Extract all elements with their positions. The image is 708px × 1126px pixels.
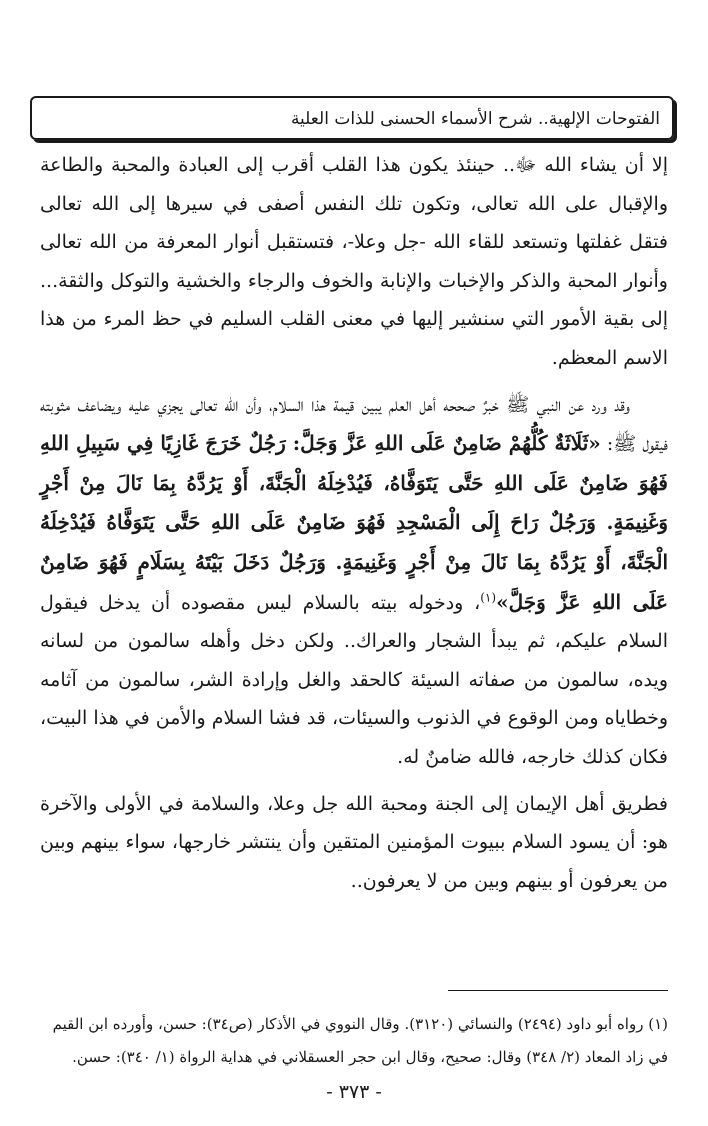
running-header xyxy=(30,96,674,140)
paragraph-3: فطريق أهل الإيمان إلى الجنة ومحبة الله جل وعلا، والسلامة في الأولى والآخرة هو: أن يسود السلام ببيوت المؤمنين المتقين وأن ينتشر خارجها، سواء بينهم وبين من يعرفون أو بينهم وبين من لا يعرفون.. xyxy=(40,792,668,892)
main-text xyxy=(40,146,668,900)
footnotes xyxy=(40,1008,668,1074)
paragraph-2-tail: ، ودخوله بيته بالسلام ليس مقصوده أن يدخل فيقول السلام عليكم، ثم يبدأ الشجار والعراك.. ولكن دخل وأهله سالمون من لسانه ويده، سالمون من صفاته السيئة كالحقد والغل وإرادة الشر، سالمون من آثامه وخطاياه ومن الوقوع في الذنوب والسيئات، قد فشا السلام والأمن في هذا البيت، فكان كذلك خارجه، فالله ضامنٌ له. xyxy=(40,591,668,768)
footnote-1-line-2: في زاد المعاد (٢/ ٣٤٨) وقال: صحيح، وقال ابن حجر العسقلاني في هداية الرواة (١/ ٣٤٠): حسن. xyxy=(72,1048,668,1066)
paragraph-2 xyxy=(40,386,668,777)
running-header-title: الفتوحات الإلهية.. شرح الأسماء الحسنى للذات العلية xyxy=(290,109,660,129)
paragraph-2-intro: وقد ورد عن النبي ﷺ خبرٌ صححه أهل العلم يبين قيمة هذا السلام، وأن الله تعالى يجزي عليه ويضاعف مثوبته فيقول ﷺ: xyxy=(40,393,668,456)
hadith-quote: «ثَلَاثَةٌ كُلُّهُمْ ضَامِنٌ عَلَى اللهِ عَزَّ وَجَلَّ: رَجُلٌ خَرَجَ غَازِيًا فِي سَبِيلِ اللهِ فَهُوَ ضَامِنٌ عَلَى اللهِ حَتَّى يَتَوَفَّاهُ، فَيُدْخِلَهُ الْجَنَّةَ، أَوْ يَرُدَّهُ بِمَا نَالَ مِنْ أَجْرٍ وَغَنِيمَةٍ. وَرَجُلٌ رَاحَ إِلَى الْمَسْجِدِ فَهُوَ ضَامِنٌ عَلَى اللهِ حَتَّى يَتَوَفَّاهُ فَيُدْخِلَهُ الْجَنَّةَ، أَوْ يَرُدَّهُ بِمَا نَالَ مِنْ أَجْرٍ وَغَنِيمَةٍ. وَرَجُلٌ دَخَلَ بَيْتَهُ بِسَلَامٍ فَهُوَ ضَامِنٌ عَلَى اللهِ عَزَّ وَجَلَّ» xyxy=(40,431,668,614)
footnote-divider xyxy=(448,990,668,991)
page-number: - ٣٧٣ - xyxy=(326,1081,382,1103)
footnote-1-line-1: (١) رواه أبو داود (٢٤٩٤) والنسائي (٣١٢٠). وقال النووي في الأذكار (ص٣٤): حسن، وأورده ابن القيم xyxy=(52,1015,668,1033)
footnote-reference-1: (١) xyxy=(480,590,497,605)
paragraph-1: إلا أن يشاء الله ﷻ.. حينئذ يكون هذا القلب أقرب إلى العبادة والمحبة والطاعة والإقبال على الله تعالى، وتكون تلك النفس أصفى في سيرها إلى الله تعالى فتقل غفلتها وتستعد للقاء الله -جل وعلا-، فتستقبل أنوار المعرفة من الله تعالى وأنوار المحبة والذكر والإخبات والإنابة والخوف والرجاء والخشية والتوكل والثقة... إلى بقية الأمور التي سنشير إليها في معنى القلب السليم في حظ المرء من هذا الاسم المعظم. xyxy=(40,154,668,369)
